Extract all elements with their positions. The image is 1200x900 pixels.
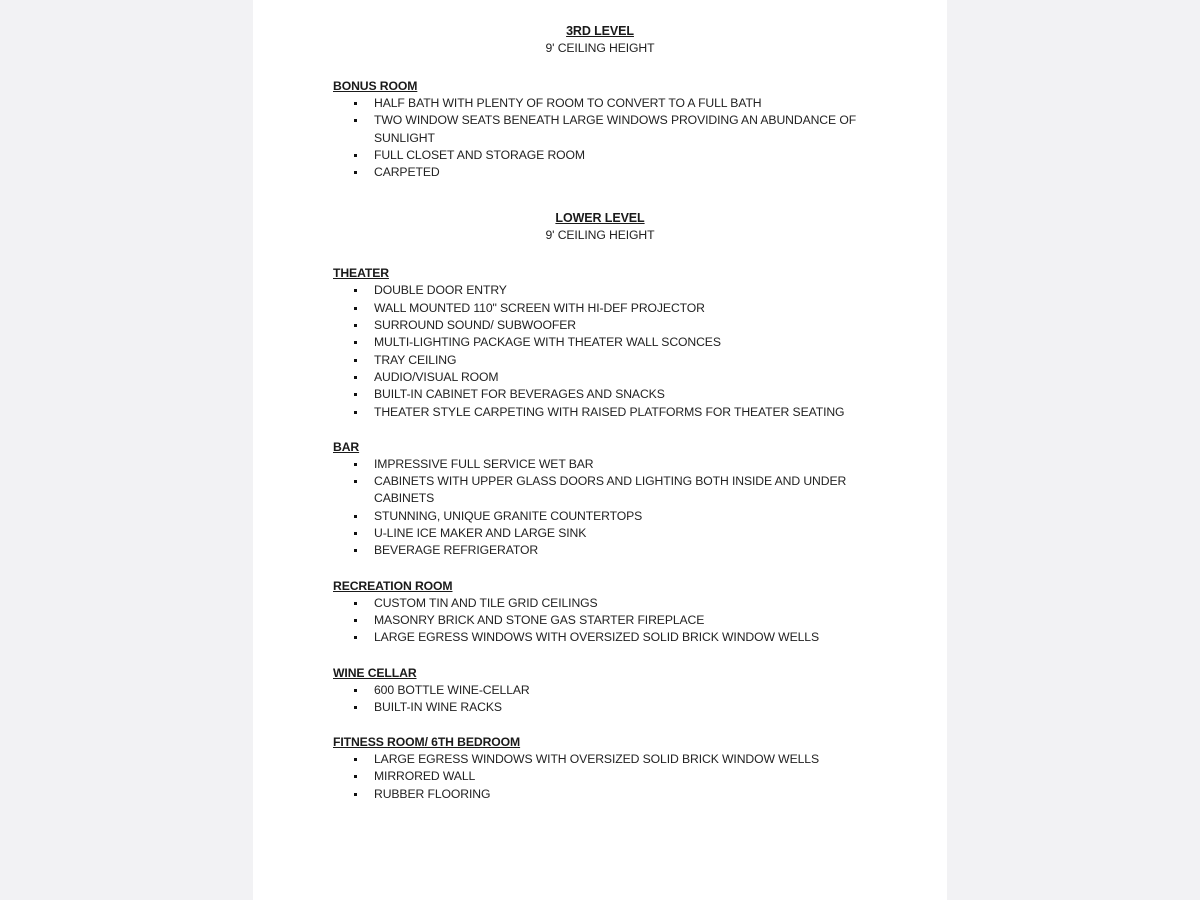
- list-item: TRAY CEILING: [374, 352, 873, 369]
- list-item: BUILT-IN CABINET FOR BEVERAGES AND SNACKS: [374, 386, 873, 403]
- level-title: 3RD LEVEL: [566, 24, 634, 38]
- level-ceiling-height: 9' CEILING HEIGHT: [545, 228, 655, 243]
- list-item: MASONRY BRICK AND STONE GAS STARTER FIREPLACE: [374, 612, 873, 629]
- list-item: CUSTOM TIN AND TILE GRID CEILINGS: [374, 595, 873, 612]
- list-item: DOUBLE DOOR ENTRY: [374, 282, 873, 299]
- section-title-fitness-room: FITNESS ROOM/ 6TH BEDROOM: [333, 735, 521, 750]
- level-ceiling-height: 9' CEILING HEIGHT: [545, 41, 655, 55]
- level-title: LOWER LEVEL: [555, 211, 645, 226]
- recreation-room-list: [333, 595, 873, 647]
- list-item: BEVERAGE REFRIGERATOR: [374, 542, 873, 559]
- bonus-room-list: [333, 95, 873, 181]
- wine-cellar-list: [333, 682, 873, 717]
- section-title-theater: THEATER: [333, 266, 389, 281]
- list-item: RUBBER FLOORING: [374, 786, 873, 803]
- fitness-room-list: [333, 751, 873, 803]
- list-item: CARPETED: [374, 164, 873, 181]
- list-item: THEATER STYLE CARPETING WITH RAISED PLATFORMS FOR THEATER SEATING: [374, 404, 873, 421]
- theater-list: [333, 282, 873, 420]
- list-item: WALL MOUNTED 110" SCREEN WITH HI-DEF PROJECTOR: [374, 300, 873, 317]
- list-item: CABINETS WITH UPPER GLASS DOORS AND LIGHTING BOTH INSIDE AND UNDER CABINETS: [374, 473, 873, 508]
- document-content: [333, 22, 873, 803]
- list-item: MULTI-LIGHTING PACKAGE WITH THEATER WALL SCONCES: [374, 334, 873, 351]
- list-item: IMPRESSIVE FULL SERVICE WET BAR: [374, 456, 873, 473]
- list-item: SURROUND SOUND/ SUBWOOFER: [374, 317, 873, 334]
- list-item: HALF BATH WITH PLENTY OF ROOM TO CONVERT TO A FULL BATH: [374, 95, 873, 112]
- level-lower: [333, 209, 873, 803]
- list-item: STUNNING, UNIQUE GRANITE COUNTERTOPS: [374, 508, 873, 525]
- list-item: MIRRORED WALL: [374, 768, 873, 785]
- list-item: U-LINE ICE MAKER AND LARGE SINK: [374, 525, 873, 542]
- list-item: LARGE EGRESS WINDOWS WITH OVERSIZED SOLID BRICK WINDOW WELLS: [374, 629, 873, 646]
- section-title-wine-cellar: WINE CELLAR: [333, 665, 417, 680]
- list-item: TWO WINDOW SEATS BENEATH LARGE WINDOWS PROVIDING AN ABUNDANCE OF SUNLIGHT: [374, 112, 873, 147]
- list-item: AUDIO/VISUAL ROOM: [374, 369, 873, 386]
- bar-list: [333, 456, 873, 560]
- document-page: [253, 0, 947, 900]
- list-item: BUILT-IN WINE RACKS: [374, 699, 873, 716]
- list-item: 600 BOTTLE WINE-CELLAR: [374, 682, 873, 699]
- level-3rd: [333, 22, 873, 181]
- section-title-bar: BAR: [333, 439, 360, 454]
- list-item: LARGE EGRESS WINDOWS WITH OVERSIZED SOLID BRICK WINDOW WELLS: [374, 751, 873, 768]
- section-title-bonus-room: BONUS ROOM: [333, 79, 418, 93]
- list-item: FULL CLOSET AND STORAGE ROOM: [374, 147, 873, 164]
- section-title-recreation-room: RECREATION ROOM: [333, 578, 453, 593]
